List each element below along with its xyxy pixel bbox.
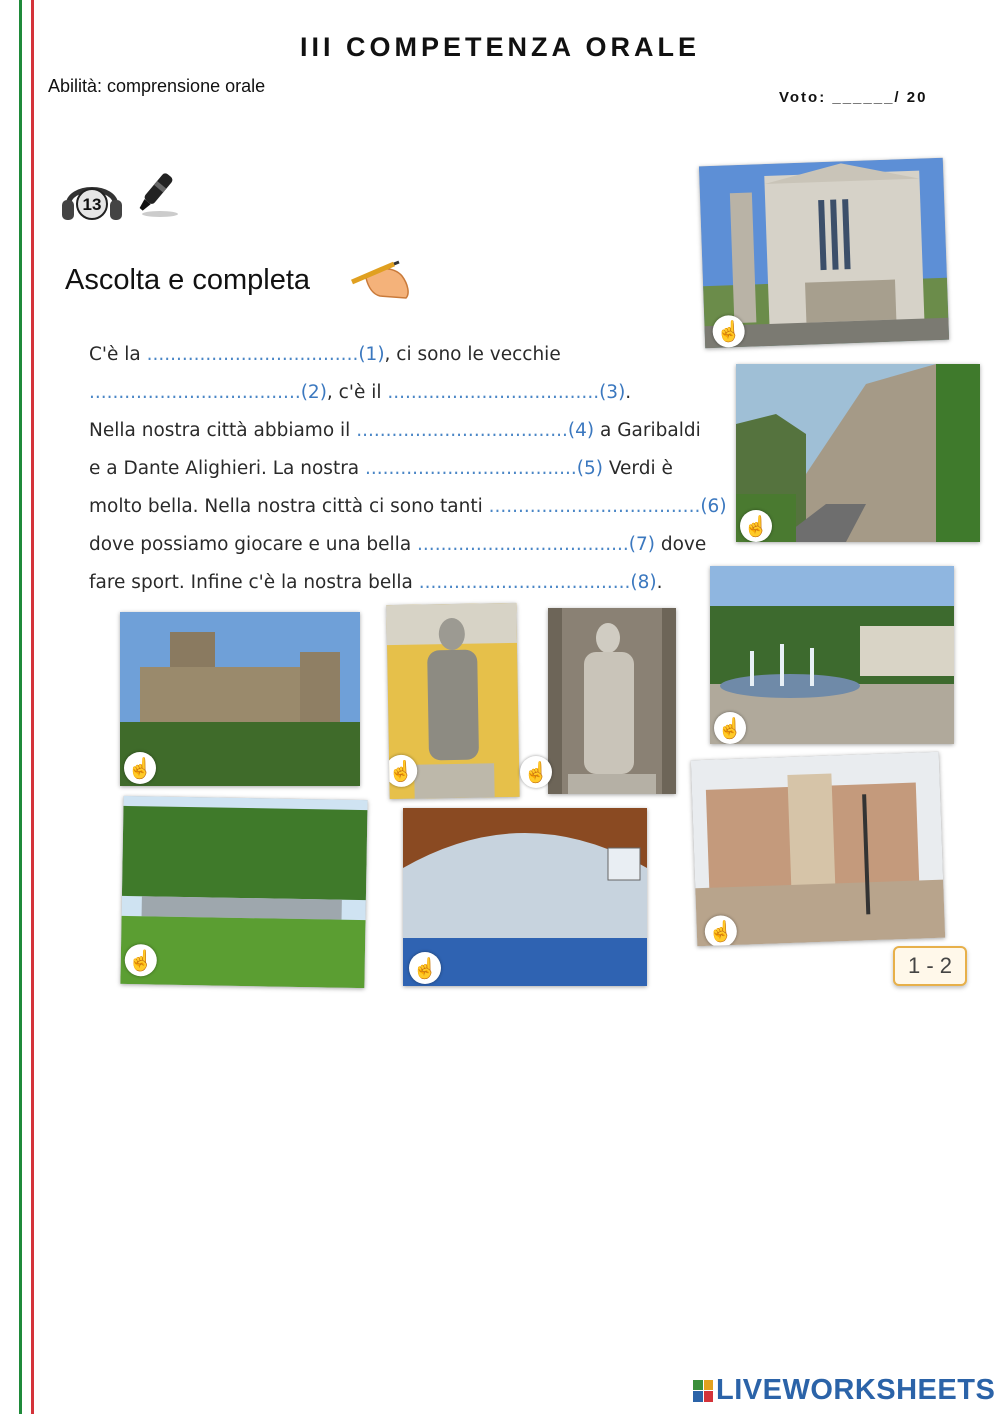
blank-number: (8) [630, 572, 657, 593]
static-text: , c'è il [326, 382, 388, 403]
blank-number: (4) [567, 420, 595, 441]
page-title: III COMPETENZA ORALE [299, 32, 700, 62]
static-text: molto bella. Nella nostra città ci sono tanti [89, 496, 489, 517]
footer-brand [693, 1374, 995, 1407]
answer-blank[interactable]: .................................... [89, 382, 301, 403]
answer-blank[interactable]: .................................... [365, 458, 577, 479]
text-line [89, 378, 729, 416]
blank-number: (7) [628, 534, 655, 555]
text-line [89, 492, 729, 530]
answer-blank[interactable]: .................................... [418, 572, 631, 593]
tap-icon[interactable]: ☝ [409, 952, 441, 984]
tap-icon[interactable]: ☝ [740, 510, 772, 542]
vote-field: Voto: ______/ 20 [779, 89, 928, 106]
static-text: , ci sono le vecchie [384, 344, 561, 365]
old-walls-photo [736, 364, 980, 542]
flag-stripe-red [31, 0, 34, 1414]
tap-icon[interactable]: ☝ [712, 315, 745, 348]
page-badge: 1 - 2 [893, 946, 967, 986]
static-text: dove [654, 534, 707, 555]
tap-icon[interactable]: ☝ [714, 712, 746, 744]
castle-photo [120, 612, 360, 786]
text-line [89, 416, 729, 454]
hand-pencil-icon [350, 256, 414, 300]
text-line [89, 454, 729, 492]
static-text: . [656, 572, 663, 593]
blank-number: (1) [358, 344, 385, 365]
church-photo [699, 158, 949, 348]
garibaldi-statue-photo [386, 603, 519, 799]
text-line [89, 340, 729, 378]
static-text: . [625, 382, 632, 403]
blank-number: (2) [300, 382, 327, 403]
instruction-heading: Ascolta e completa [65, 264, 311, 296]
tap-icon[interactable]: ☝ [704, 915, 737, 946]
answer-blank[interactable]: .................................... [387, 382, 600, 403]
brand-name: LIVEWORKSHEETS [716, 1374, 996, 1406]
static-text: C'è la [89, 344, 147, 365]
blank-number: (6) [700, 496, 727, 517]
town-hall-school-photo [691, 752, 945, 947]
liveworksheets-logo-icon [693, 1380, 713, 1402]
text-line [89, 568, 729, 606]
tap-icon[interactable]: ☝ [386, 755, 417, 788]
static-text: Verdi è [602, 458, 673, 479]
skill-label: Abilità: comprensione orale [48, 76, 266, 96]
static-text: fare sport. Infine c'è la nostra bella [89, 572, 419, 593]
track-number: 13 [82, 195, 102, 214]
tap-icon[interactable]: ☝ [124, 752, 156, 784]
flag-stripe-green [19, 0, 22, 1414]
park-photo [120, 796, 367, 988]
answer-blank[interactable]: .................................... [417, 534, 629, 555]
blank-number: (3) [599, 382, 626, 403]
text-line [89, 530, 729, 568]
tap-icon[interactable]: ☝ [125, 944, 158, 977]
answer-blank[interactable]: .................................... [488, 496, 701, 517]
answer-blank[interactable]: .................................... [146, 344, 359, 365]
static-text: dove possiamo giocare e una bella [89, 534, 418, 555]
sports-hall-photo [403, 808, 647, 986]
static-text: a Garibaldi [594, 420, 701, 441]
dante-statue-photo [548, 608, 676, 794]
answer-blank[interactable]: .................................... [356, 420, 568, 441]
marker-icon [126, 168, 182, 220]
fill-in-text [89, 340, 729, 606]
static-text: e a Dante Alighieri. La nostra [89, 458, 366, 479]
headphones-icon [60, 172, 124, 224]
static-text: Nella nostra città abbiamo il [89, 420, 357, 441]
tap-icon[interactable]: ☝ [520, 756, 552, 788]
fountain-square-photo [710, 566, 954, 744]
blank-number: (5) [576, 458, 603, 479]
